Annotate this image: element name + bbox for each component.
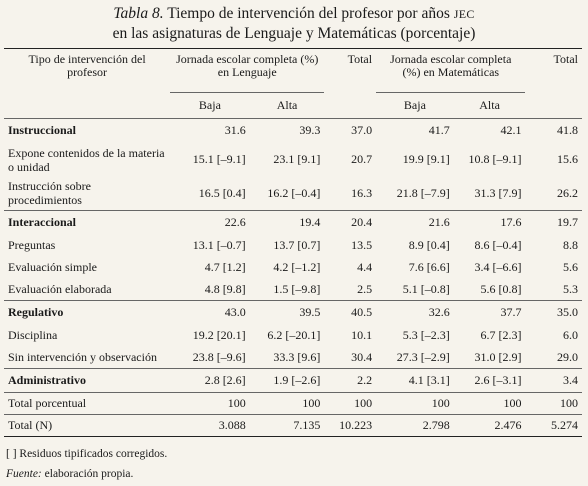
cell-matematicas-baja: 21.6 bbox=[376, 211, 454, 235]
cell-matematicas-total: 5.274 bbox=[525, 415, 582, 437]
cell-lenguaje-baja: 19.2 [20.1] bbox=[192, 328, 246, 342]
note-fuente-text: elaboración propia. bbox=[44, 468, 134, 480]
cell-lenguaje-alta: 19.4 bbox=[250, 211, 325, 235]
cell-lenguaje-total: 20.4 bbox=[324, 211, 376, 235]
cell-matematicas-alta: 42.1 bbox=[454, 119, 526, 143]
cell-matematicas-total: 35.0 bbox=[525, 301, 582, 325]
table-row bbox=[4, 279, 582, 301]
cell-matematicas-total: 41.8 bbox=[525, 119, 582, 143]
row-label: Instrucción sobre procedimientos bbox=[8, 179, 91, 208]
title-jec: JEC bbox=[453, 7, 475, 21]
cell-lenguaje-alta: 100 bbox=[250, 393, 325, 415]
header-tipo: Tipo de intervención del profesor bbox=[4, 49, 170, 119]
cell-matematicas-alta: 3.4 [–6.6] bbox=[474, 260, 522, 274]
row-label: Preguntas bbox=[8, 238, 56, 252]
row-label: Disciplina bbox=[8, 328, 58, 342]
cell-matematicas-total: 29.0 bbox=[557, 349, 578, 364]
cell-matematicas-total: 26.2 bbox=[557, 185, 578, 200]
cell-lenguaje-total: 100 bbox=[324, 393, 376, 415]
cell-lenguaje-baja: 31.6 bbox=[170, 119, 250, 143]
cell-matematicas-total: 3.4 bbox=[525, 369, 582, 393]
header-lenguaje: Jornada escolar completa (%) en Lenguaje bbox=[170, 49, 324, 93]
cell-matematicas-alta: 31.3 [7.9] bbox=[474, 185, 522, 200]
cell-lenguaje-alta: 4.2 [–1.2] bbox=[273, 260, 321, 274]
table-notes bbox=[6, 444, 167, 484]
cell-lenguaje-total: 37.0 bbox=[324, 119, 376, 143]
cell-lenguaje-baja: 16.5 [0.4] bbox=[198, 185, 246, 200]
table-row bbox=[4, 325, 582, 347]
table-row bbox=[4, 119, 582, 143]
cell-matematicas-baja: 32.6 bbox=[376, 301, 454, 325]
cell-lenguaje-total: 10.223 bbox=[324, 415, 376, 437]
note-fuente-label: Fuente: bbox=[6, 468, 42, 480]
cell-matematicas-alta: 2.476 bbox=[454, 415, 526, 437]
cell-lenguaje-alta: 33.3 [9.6] bbox=[273, 349, 321, 364]
cell-matematicas-baja: 41.7 bbox=[376, 119, 454, 143]
row-label: Instruccional bbox=[4, 119, 170, 143]
row-label: Evaluación elaborada bbox=[8, 281, 112, 296]
table-row bbox=[4, 257, 582, 279]
row-label: Expone contenidos de la materia o unidad bbox=[8, 145, 165, 174]
row-label: Administrativo bbox=[4, 369, 170, 393]
cell-matematicas-baja: 21.8 [–7.9] bbox=[396, 185, 450, 200]
row-label: Regulativo bbox=[4, 301, 170, 325]
cell-lenguaje-baja: 3.088 bbox=[170, 415, 250, 437]
cell-matematicas-alta: 2.6 [–3.1] bbox=[454, 369, 526, 393]
cell-matematicas-alta: 37.7 bbox=[454, 301, 526, 325]
cell-lenguaje-baja: 2.8 [2.6] bbox=[170, 369, 250, 393]
cell-matematicas-baja: 4.1 [3.1] bbox=[376, 369, 454, 393]
cell-lenguaje-total: 10.1 bbox=[351, 328, 373, 342]
cell-matematicas-baja: 19.9 [9.1] bbox=[402, 152, 450, 166]
title-line-1: Tiempo de intervención del profesor por años bbox=[167, 5, 450, 22]
table-row bbox=[4, 393, 582, 415]
header-matematicas-baja: Baja bbox=[403, 98, 426, 112]
cell-matematicas-total: 8.8 bbox=[563, 238, 578, 252]
cell-matematicas-total: 5.3 bbox=[563, 281, 578, 296]
cell-matematicas-total: 19.7 bbox=[525, 211, 582, 235]
cell-lenguaje-total: 16.3 bbox=[351, 185, 373, 200]
cell-matematicas-total: 5.6 bbox=[563, 260, 578, 274]
cell-matematicas-alta: 31.0 [2.9] bbox=[474, 349, 522, 364]
cell-matematicas-alta: 17.6 bbox=[454, 211, 526, 235]
table-row bbox=[4, 415, 582, 437]
cell-lenguaje-baja: 23.8 [–9.6] bbox=[192, 349, 246, 364]
cell-matematicas-alta: 10.8 [–9.1] bbox=[468, 152, 522, 166]
cell-lenguaje-baja: 100 bbox=[170, 393, 250, 415]
row-label: Evaluación simple bbox=[8, 260, 97, 274]
cell-lenguaje-alta: 39.3 bbox=[250, 119, 325, 143]
cell-lenguaje-alta: 23.1 [9.1] bbox=[273, 152, 321, 166]
cell-lenguaje-baja: 4.7 [1.2] bbox=[204, 260, 246, 274]
cell-matematicas-baja: 27.3 [–2.9] bbox=[396, 349, 450, 364]
row-label: Total (N) bbox=[4, 415, 170, 437]
cell-lenguaje-alta: 39.5 bbox=[250, 301, 325, 325]
cell-matematicas-baja: 100 bbox=[376, 393, 454, 415]
cell-matematicas-alta: 6.7 [2.3] bbox=[480, 328, 522, 342]
table-row bbox=[4, 301, 582, 325]
cell-matematicas-alta: 8.6 [–0.4] bbox=[474, 238, 522, 252]
cell-lenguaje-alta: 1.5 [–9.8] bbox=[273, 281, 321, 296]
row-label: Sin intervención y observación bbox=[8, 350, 157, 365]
row-label: Total porcentual bbox=[4, 393, 170, 415]
cell-lenguaje-alta: 1.9 [–2.6] bbox=[250, 369, 325, 393]
cell-lenguaje-baja: 4.8 [9.8] bbox=[204, 281, 246, 296]
note-fuente bbox=[6, 464, 167, 484]
table-title bbox=[0, 0, 588, 43]
cell-lenguaje-total: 13.5 bbox=[351, 238, 373, 252]
table-body bbox=[4, 119, 582, 437]
header-lenguaje-baja: Baja bbox=[198, 98, 221, 112]
cell-lenguaje-total: 2.5 bbox=[357, 281, 373, 296]
cell-lenguaje-total: 4.4 bbox=[357, 260, 373, 274]
note-residuos: [ ] Residuos tipificados corregidos. bbox=[6, 448, 168, 460]
header-matematicas: Jornada escolar completa (%) en Matemáticas bbox=[376, 49, 525, 93]
table-row bbox=[4, 177, 582, 211]
cell-lenguaje-baja: 13.1 [–0.7] bbox=[192, 238, 246, 252]
cell-matematicas-total: 6.0 bbox=[563, 328, 578, 342]
intervention-table bbox=[4, 48, 582, 437]
cell-matematicas-alta: 100 bbox=[454, 393, 526, 415]
cell-matematicas-baja: 5.1 [–0.8] bbox=[402, 281, 450, 296]
cell-lenguaje-alta: 7.135 bbox=[250, 415, 325, 437]
cell-matematicas-alta: 5.6 [0.8] bbox=[480, 281, 522, 296]
table-row bbox=[4, 369, 582, 393]
table-row bbox=[4, 211, 582, 235]
cell-matematicas-total: 15.6 bbox=[557, 152, 578, 166]
cell-lenguaje-alta: 16.2 [–0.4] bbox=[267, 185, 321, 200]
header-total-matematicas: Total bbox=[525, 49, 582, 119]
cell-lenguaje-baja: 43.0 bbox=[170, 301, 250, 325]
row-label: Interaccional bbox=[4, 211, 170, 235]
header-total-lenguaje: Total bbox=[324, 49, 376, 119]
cell-lenguaje-total: 20.7 bbox=[351, 152, 373, 166]
table-row bbox=[4, 347, 582, 369]
header-lenguaje-alta: Alta bbox=[276, 98, 298, 112]
cell-matematicas-baja: 8.9 [0.4] bbox=[408, 238, 450, 252]
cell-matematicas-baja: 2.798 bbox=[376, 415, 454, 437]
cell-lenguaje-total: 40.5 bbox=[324, 301, 376, 325]
cell-lenguaje-alta: 13.7 [0.7] bbox=[273, 238, 321, 252]
cell-lenguaje-alta: 6.2 [–20.1] bbox=[267, 328, 321, 342]
header-matematicas-alta: Alta bbox=[479, 98, 500, 112]
cell-lenguaje-total: 2.2 bbox=[324, 369, 376, 393]
cell-lenguaje-total: 30.4 bbox=[351, 349, 373, 364]
cell-lenguaje-baja: 15.1 [–9.1] bbox=[192, 152, 246, 166]
table-row bbox=[4, 235, 582, 257]
cell-matematicas-baja: 7.6 [6.6] bbox=[408, 260, 450, 274]
table-row bbox=[4, 143, 582, 177]
cell-matematicas-baja: 5.3 [–2.3] bbox=[402, 328, 450, 342]
cell-matematicas-total: 100 bbox=[525, 393, 582, 415]
cell-lenguaje-baja: 22.6 bbox=[170, 211, 250, 235]
table-number: Tabla 8. bbox=[113, 5, 164, 22]
title-line-2: en las asignaturas de Lenguaje y Matemáticas (porcentaje) bbox=[112, 25, 476, 42]
